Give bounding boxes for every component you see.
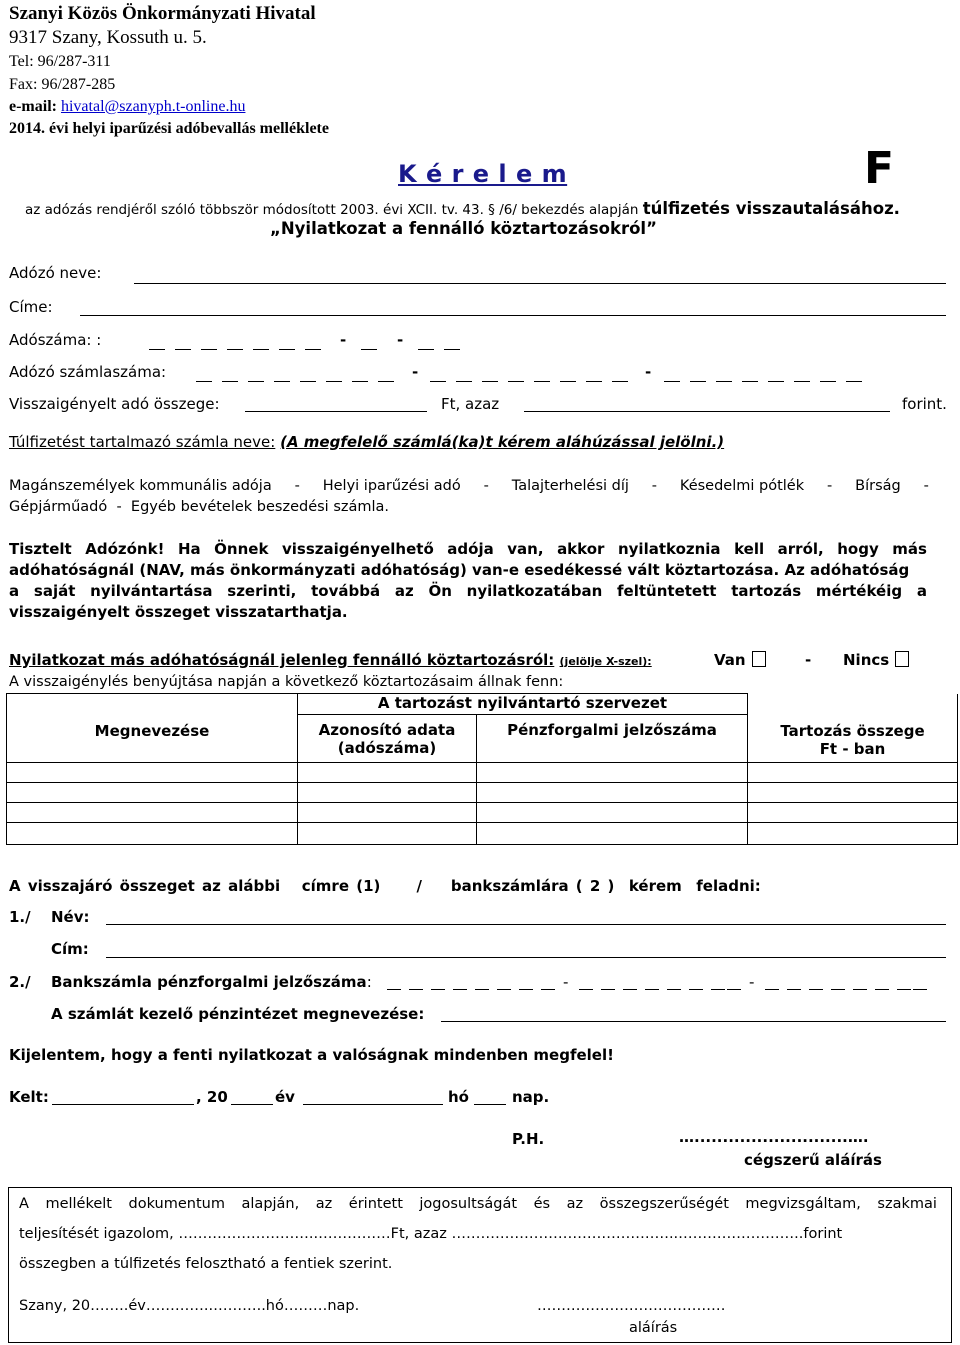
office-box-word: jogosultságát xyxy=(419,1196,518,1212)
digit-slot[interactable] xyxy=(579,989,593,990)
legal-reference: az adózás rendjéről szóló többször módosított 2003. évi XCII. tv. 43. § /6/ bekezdés alapján xyxy=(25,202,639,218)
bank-name-field[interactable] xyxy=(441,1021,946,1022)
account-option[interactable]: Késedelmi pótlék xyxy=(679,478,805,494)
overpay-instruction: (A megfelelő számlá(ka)t kérem aláhúzással jelölni.) xyxy=(280,433,725,451)
table-cell[interactable] xyxy=(748,823,958,845)
debt-intro: A visszaigénylés benyújtása napján a következő köztartozásaim állnak fenn: xyxy=(9,674,564,690)
refund-amount-label: Visszaigényelt adó összege: xyxy=(9,395,220,413)
digit-slot[interactable] xyxy=(300,381,316,382)
account-options-line2[interactable]: Gépjárműadó - Egyéb bevételek beszedési számla. xyxy=(9,499,390,515)
tax-number-dash: - xyxy=(397,331,404,349)
notice-text: Az adóhatóság xyxy=(784,561,910,579)
digit-slot[interactable] xyxy=(541,989,555,990)
digit-slot[interactable] xyxy=(846,381,862,382)
table-cell[interactable] xyxy=(298,783,477,803)
option-separator: - xyxy=(294,478,300,494)
kelt-label: Kelt: xyxy=(9,1088,49,1106)
account-options-line1 xyxy=(9,478,929,494)
digit-slot[interactable] xyxy=(716,381,732,382)
digit-slot[interactable] xyxy=(897,989,911,990)
taxpayer-name-field[interactable] xyxy=(134,283,946,284)
digit-slot[interactable] xyxy=(534,381,550,382)
option1-address-label: Cím: xyxy=(51,940,89,958)
digit-slot[interactable] xyxy=(853,989,867,990)
table-cell[interactable] xyxy=(477,803,748,823)
request-title: K é r e l e m xyxy=(398,160,568,188)
digit-slot[interactable] xyxy=(482,381,498,382)
notice-text: adóhatóságnál (NAV, más önkormányzati adóhatóság) van-e esedékessé vált köztartozása. xyxy=(9,561,780,579)
month-field[interactable] xyxy=(303,1104,443,1105)
email-label: e-mail: xyxy=(9,98,57,115)
col-header-amount-a: Tartozás összege xyxy=(780,721,925,740)
ho-label: hó xyxy=(448,1088,469,1106)
legal-reference-row xyxy=(25,199,900,218)
col-header-account: Pénzforgalmi jelzőszáma xyxy=(477,715,748,763)
payout-header xyxy=(9,877,761,895)
van-option[interactable] xyxy=(714,651,766,669)
digit-slot[interactable] xyxy=(497,989,511,990)
office-box-word: az xyxy=(566,1196,584,1212)
notice-line2 xyxy=(9,561,909,579)
account-option[interactable]: Magánszemélyek kommunális adója xyxy=(9,478,272,494)
office-box-line3: összegben a túlfizetés felosztható a fentiek szerint. xyxy=(19,1256,393,1272)
digit-slot[interactable] xyxy=(667,989,681,990)
digit-slot[interactable] xyxy=(430,381,446,382)
table-cell[interactable] xyxy=(748,803,958,823)
office-signature-label: aláírás xyxy=(629,1320,678,1336)
table-cell[interactable] xyxy=(477,823,748,845)
nincs-label: Nincs xyxy=(843,651,890,669)
refund-amount-field[interactable] xyxy=(245,411,427,412)
payout-text: feladni: xyxy=(696,877,761,895)
table-cell[interactable] xyxy=(7,823,298,845)
ft-azaz-label: Ft, azaz xyxy=(441,395,500,413)
digit-slot[interactable] xyxy=(352,381,368,382)
digit-slot[interactable] xyxy=(711,989,725,990)
digit-slot[interactable] xyxy=(326,381,342,382)
notice-word: saját xyxy=(33,582,76,600)
digit-slot[interactable] xyxy=(248,381,264,382)
digit-slot[interactable] xyxy=(664,381,680,382)
digit-slot[interactable] xyxy=(456,381,472,382)
payout-text: bankszámlára ( 2 ) xyxy=(450,877,615,895)
office-box-word: A xyxy=(19,1196,29,1212)
tax-number-dash: - xyxy=(340,331,347,349)
van-checkbox[interactable] xyxy=(752,651,766,667)
digit-slot[interactable] xyxy=(279,349,295,350)
table-cell[interactable] xyxy=(7,763,298,783)
nap-label: nap. xyxy=(512,1088,550,1106)
notice-word: az xyxy=(394,582,414,600)
digit-slot[interactable] xyxy=(690,381,706,382)
annex-title: 2014. évi helyi iparűzési adóbevallás melléklete xyxy=(9,120,329,137)
option1-name-field[interactable] xyxy=(106,924,946,925)
notice-word: kell xyxy=(734,540,765,558)
digit-slot[interactable] xyxy=(222,381,238,382)
col-header-id-a: Azonosító adata xyxy=(318,721,456,739)
notice-word: mértékéig xyxy=(815,582,903,600)
office-box-line1 xyxy=(19,1196,937,1212)
notice-word: adója xyxy=(447,540,494,558)
digit-slot[interactable] xyxy=(274,381,290,382)
taxpayer-address-label: Címe: xyxy=(9,298,53,316)
digit-slot[interactable] xyxy=(742,381,758,382)
payout-text: / xyxy=(416,877,422,895)
refund-amount-words-field[interactable] xyxy=(524,411,890,412)
table-cell[interactable] xyxy=(477,783,748,803)
notice-word: Adózónk! xyxy=(85,540,165,558)
digit-slot[interactable] xyxy=(794,381,810,382)
notice-word: arról, xyxy=(777,540,824,558)
office-email-row xyxy=(9,98,245,116)
digit-slot[interactable] xyxy=(820,381,836,382)
digit-slot[interactable] xyxy=(765,989,779,990)
office-box-line2: teljesítését igazolom, ………………………..……………Ft, azaz ………………………………………..……………………..forint xyxy=(19,1226,843,1242)
table-cell[interactable] xyxy=(298,823,477,845)
email-link[interactable]: hivatal@szanyph.t-online.hu xyxy=(60,98,246,115)
digit-slot[interactable] xyxy=(378,381,394,382)
tax-number-label: Adószáma: : xyxy=(9,331,102,349)
col-header-name: Megnevezése xyxy=(7,694,298,763)
digit-slot[interactable] xyxy=(586,381,602,382)
office-box-word: szakmai xyxy=(877,1196,937,1212)
col-header-id-b: (adószáma) xyxy=(337,739,437,757)
digit-slot[interactable] xyxy=(196,381,212,382)
table-cell[interactable] xyxy=(748,763,958,783)
van-label: Van xyxy=(714,651,746,669)
notice-word: a xyxy=(9,582,20,600)
table-cell[interactable] xyxy=(748,783,958,803)
office-address: 9317 Szany, Kossuth u. 5. xyxy=(9,27,207,48)
digit-slot[interactable] xyxy=(175,349,191,350)
digit-slot[interactable] xyxy=(601,989,615,990)
office-box-word: érintett xyxy=(348,1196,403,1212)
table-cell[interactable] xyxy=(7,803,298,823)
col-header-id xyxy=(298,715,477,763)
notice-word: Ha xyxy=(177,540,201,558)
digit-slot[interactable] xyxy=(623,989,637,990)
account-option[interactable]: Helyi iparűzési adó xyxy=(322,478,461,494)
taxpayer-name-label: Adózó neve: xyxy=(9,264,102,282)
office-fax: Fax: 96/287-285 xyxy=(9,76,116,93)
digit-slot[interactable] xyxy=(387,989,401,990)
notice-word: feltüntetett xyxy=(617,582,717,600)
table-cell[interactable] xyxy=(7,783,298,803)
digit-slot[interactable] xyxy=(645,989,659,990)
digit-slot[interactable] xyxy=(361,349,377,350)
digit-slot[interactable] xyxy=(560,381,576,382)
table-cell[interactable] xyxy=(477,763,748,783)
digit-slot[interactable] xyxy=(508,381,524,382)
request-purpose: túlfizetés visszautalásához. xyxy=(642,199,900,218)
digit-slot[interactable] xyxy=(475,989,489,990)
digit-slot[interactable] xyxy=(913,989,927,990)
digit-slot[interactable] xyxy=(409,989,423,990)
place-field[interactable] xyxy=(52,1104,194,1105)
ev-label: év xyxy=(275,1088,295,1106)
office-box-line4: Szany, 20……..év…………..………..hó………nap. xyxy=(19,1298,360,1314)
office-box-word: dokumentum xyxy=(128,1196,225,1212)
notice-word: más xyxy=(892,540,927,558)
digit-slot[interactable] xyxy=(831,989,845,990)
office-box-word: összegszerűségét xyxy=(599,1196,729,1212)
payout-text: címre (1) xyxy=(301,877,381,895)
digit-slot[interactable] xyxy=(305,349,321,350)
account-dash: - xyxy=(645,363,652,381)
notice-word: szerinti, xyxy=(227,582,297,600)
office-box-word: és xyxy=(533,1196,551,1212)
notice-line1 xyxy=(9,540,927,558)
option2-label-row xyxy=(51,973,372,991)
company-signature-label: cégszerű aláírás xyxy=(744,1151,882,1169)
declaration-subtitle: „Nyilatkozat a fennálló köztartozásokról” xyxy=(270,219,657,238)
notice-word: Önnek xyxy=(214,540,269,558)
digit-slot[interactable] xyxy=(431,989,445,990)
office-box-word: megvizsgáltam, xyxy=(745,1196,861,1212)
office-box-word: alapján, xyxy=(241,1196,300,1212)
notice-word: Ön xyxy=(428,582,452,600)
van-nincs-separator: - xyxy=(805,651,812,669)
digit-slot[interactable] xyxy=(519,989,533,990)
overpay-account-label: Túlfizetést tartalmazó számla neve: xyxy=(9,433,276,451)
option2-label: Bankszámla pénzforgalmi jelzőszáma xyxy=(51,973,367,991)
office-box-word: az xyxy=(315,1196,333,1212)
notice-word: Tisztelt xyxy=(9,540,72,558)
option-separator: - xyxy=(827,478,833,494)
notice-word: továbbá xyxy=(311,582,381,600)
truth-declaration: Kijelentem, hogy a fenti nyilatkozat a valóságnak mindenben megfelel! xyxy=(9,1046,614,1064)
office-tel: Tel: 96/287-311 xyxy=(9,53,111,70)
office-use-box xyxy=(8,1187,952,1343)
signature-line[interactable]: …...........................…. xyxy=(679,1128,869,1146)
overpay-account-row xyxy=(9,433,724,451)
payout-text: A visszajáró összeget az alábbi xyxy=(9,877,281,895)
digit-slot[interactable] xyxy=(727,989,741,990)
notice-word: tartozás xyxy=(731,582,802,600)
account-option[interactable]: Talajterhelési díj xyxy=(511,478,629,494)
digit-slot[interactable] xyxy=(227,349,243,350)
office-name: Szanyi Közös Önkormányzati Hivatal xyxy=(9,3,316,24)
digit-slot[interactable] xyxy=(444,349,460,350)
group-header: A tartozást nyilvántartó szervezet xyxy=(298,694,748,715)
digit-slot[interactable] xyxy=(453,989,467,990)
col-header-amount-b: Ft - ban xyxy=(819,739,886,758)
taxpayer-address-field[interactable] xyxy=(80,315,946,316)
forint-label: forint. xyxy=(902,395,947,413)
digit-slot[interactable] xyxy=(787,989,801,990)
digit-slot[interactable] xyxy=(809,989,823,990)
notice-word: van, xyxy=(507,540,544,558)
notice-word: nyilatkoznia xyxy=(617,540,721,558)
digit-slot[interactable] xyxy=(689,989,703,990)
nincs-option[interactable] xyxy=(843,651,909,669)
option1-address-field[interactable] xyxy=(106,957,946,958)
table-cell[interactable] xyxy=(298,763,477,783)
notice-line3 xyxy=(9,582,927,600)
bank-account-dash: - xyxy=(563,973,569,991)
debt-declaration-hint: (jelölje X-szel): xyxy=(559,655,652,668)
option1-number: 1./ xyxy=(9,908,31,926)
notice-word: akkor xyxy=(557,540,605,558)
day-field[interactable] xyxy=(474,1104,506,1105)
year-field[interactable] xyxy=(231,1104,273,1105)
notice-word: nyilatkozatában xyxy=(466,582,603,600)
col-header-amount xyxy=(748,694,958,763)
office-box-word: mellékelt xyxy=(45,1196,112,1212)
notice-word: hogy xyxy=(837,540,879,558)
digit-slot[interactable] xyxy=(201,349,217,350)
debt-declaration-row xyxy=(9,651,652,669)
year-prefix: , 20 xyxy=(196,1088,228,1106)
option2-colon: : xyxy=(366,973,372,991)
option1-name-label: Név: xyxy=(51,908,90,926)
digit-slot[interactable] xyxy=(253,349,269,350)
table-cell[interactable] xyxy=(298,803,477,823)
option-separator: - xyxy=(923,478,929,494)
notice-word: nyilvántartása xyxy=(90,582,213,600)
option-separator: - xyxy=(483,478,489,494)
digit-slot[interactable] xyxy=(418,349,434,350)
form-letter: F xyxy=(864,143,895,194)
office-signature-line[interactable]: ………………………………… xyxy=(537,1298,726,1314)
notice-word: visszaigényelhető xyxy=(281,540,434,558)
digit-slot[interactable] xyxy=(612,381,628,382)
notice-word: a xyxy=(916,582,927,600)
stamp-label: P.H. xyxy=(512,1130,545,1148)
notice-line4: visszaigényelt összeget visszatarthatja. xyxy=(9,603,348,621)
bank-name-label: A számlát kezelő pénzintézet megnevezése: xyxy=(51,1005,425,1023)
debt-table xyxy=(6,693,958,845)
account-dash: - xyxy=(412,363,419,381)
account-number-label: Adózó számlaszáma: xyxy=(9,363,167,381)
option2-number: 2./ xyxy=(9,973,31,991)
digit-slot[interactable] xyxy=(768,381,784,382)
account-option[interactable]: Bírság xyxy=(855,478,901,494)
debt-declaration-label: Nyilatkozat más adóhatóságnál jelenleg fennálló köztartozásról: xyxy=(9,651,555,669)
digit-slot[interactable] xyxy=(149,349,165,350)
payout-text: kérem xyxy=(628,877,682,895)
digit-slot[interactable] xyxy=(875,989,889,990)
bank-account-dash: - xyxy=(749,973,755,991)
nincs-checkbox[interactable] xyxy=(895,651,909,667)
option-separator: - xyxy=(651,478,658,494)
